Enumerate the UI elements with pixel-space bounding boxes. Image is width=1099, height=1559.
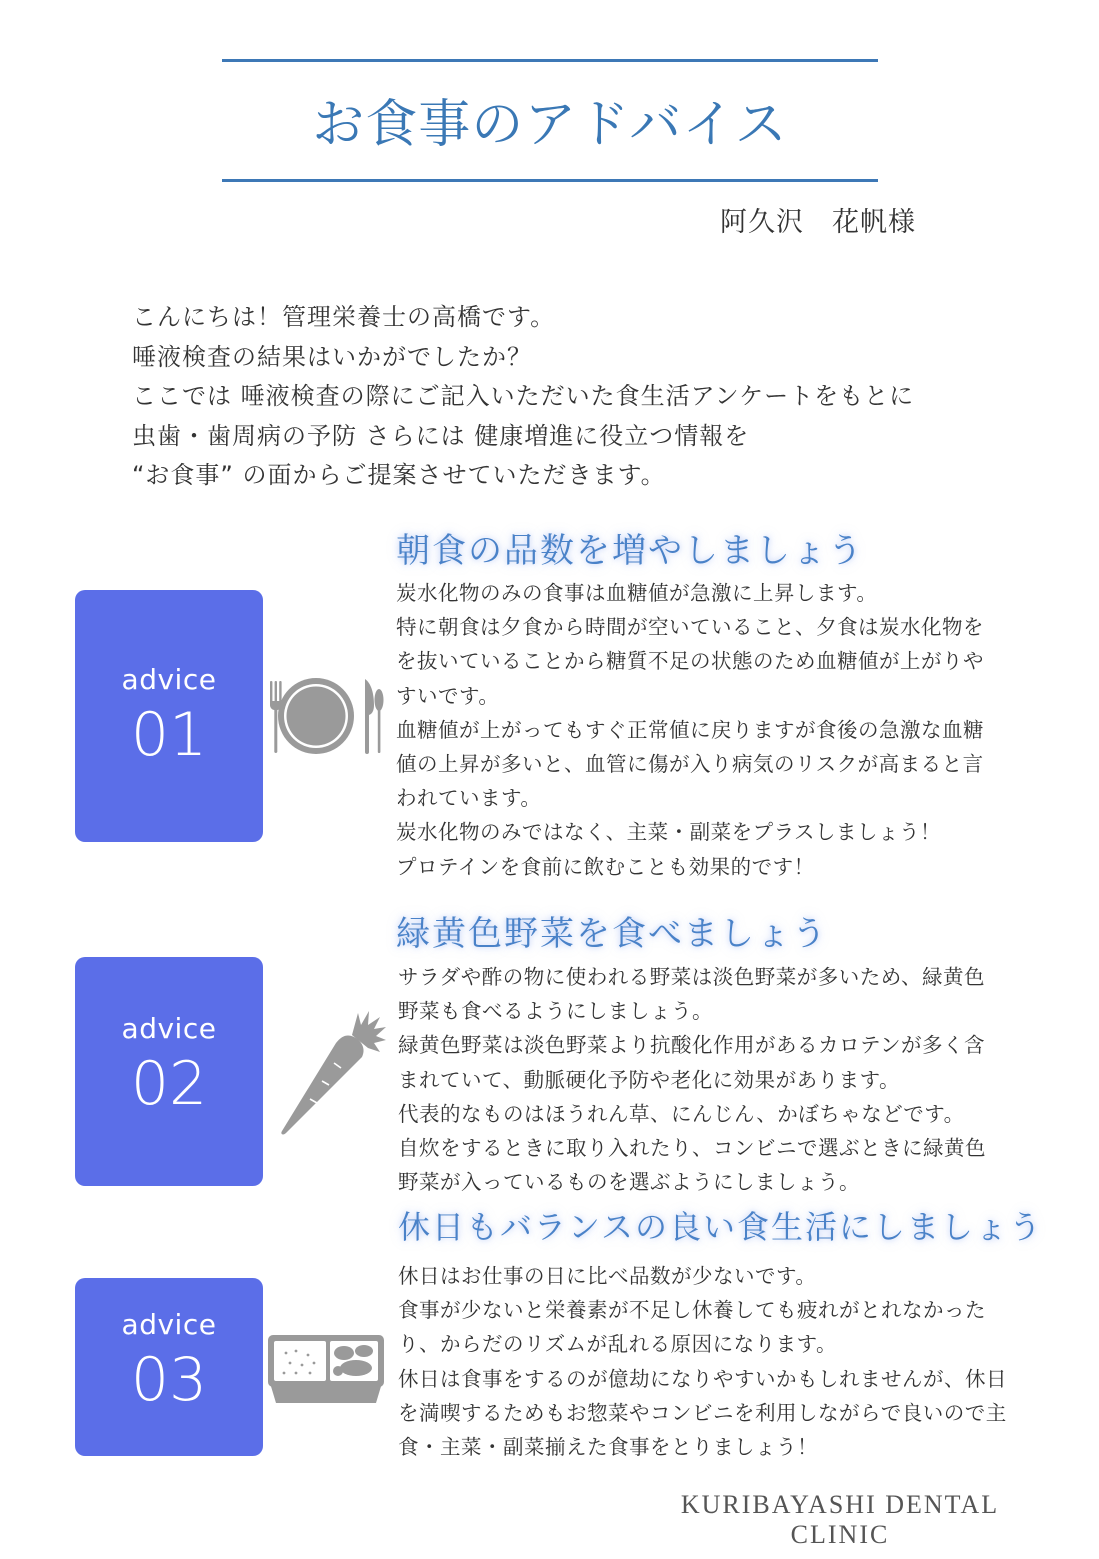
- body-line: 炭水化物のみではなく、主菜・副菜をプラスしましょう！: [396, 820, 941, 845]
- body-line: を満喫するためもお惣菜やコンビニを利用しながらで良いので主: [398, 1400, 1007, 1425]
- intro-line: “お食事” の面からご提案させていただきます。: [132, 461, 666, 489]
- advice-03-heading: 休日もバランスの良い食生活にしましょう: [398, 1208, 1044, 1246]
- body-line: り、からだのリズムが乱れる原因になります。: [398, 1332, 837, 1357]
- title-bottom-rule: [222, 179, 878, 182]
- body-line: まれていて、動脈硬化予防や老化に効果があります。: [398, 1067, 900, 1092]
- body-line: 野菜が入っているものを選ぶようにしましょう。: [398, 1170, 860, 1195]
- body-line: サラダや酢の物に使われる野菜は淡色野菜が多いため、緑黄色: [398, 965, 985, 989]
- advice-03-body: [398, 1259, 1058, 1464]
- advice-02-badge: [75, 957, 263, 1186]
- body-line: 食事が少ないと栄養素が不足し休養しても疲れがとれなかった: [398, 1298, 986, 1323]
- advice-02-body: [398, 960, 1058, 1199]
- page-title: お食事のアドバイス: [312, 95, 788, 155]
- intro-line: 虫歯・歯周病の予防 さらには 健康増進に役立つ情報を: [132, 421, 750, 450]
- body-line: 緑黄色野菜は淡色野菜より抗酸化作用があるカロテンが多く含: [398, 1033, 985, 1058]
- body-line: 代表的なものはほうれん草、にんじん、かぼちゃなどです。: [398, 1101, 965, 1126]
- advice-01-heading: 朝食の品数を増やしましょう: [396, 531, 864, 571]
- body-line: を抜いていることから糖質不足の状態のため血糖値が上がりや: [396, 649, 984, 674]
- body-line: 野菜も食べるようにしましょう。: [398, 999, 713, 1024]
- body-line: 自炊をするときに取り入れたり、コンビニで選ぶときに緑黄色: [398, 1136, 986, 1161]
- advice-label: advice: [121, 1308, 217, 1341]
- advice-01-badge: [75, 590, 263, 842]
- body-line: 休日は食事をするのが億劫になりやすいかもしれませんが、休日: [398, 1366, 1007, 1391]
- advice-label: advice: [121, 1012, 217, 1045]
- clinic-name-footer: KURIBAYASHI DENTAL CLINIC: [680, 1490, 1000, 1549]
- body-line: 特に朝食は夕食から時間が空いていること、夕食は炭水化物を: [396, 615, 984, 640]
- advice-01-body: [396, 576, 1056, 884]
- bento-box-icon: [266, 1333, 386, 1411]
- body-line: すいです。: [396, 683, 500, 708]
- body-line: 血糖値が上がってもすぐ正常値に戻りますが食後の急激な血糖: [396, 717, 984, 742]
- body-line: われています。: [396, 786, 542, 811]
- advice-03-badge: [75, 1278, 263, 1456]
- body-line: 休日はお仕事の日に比べ品数が少ないです。: [398, 1264, 817, 1288]
- intro-text: [132, 298, 1032, 496]
- plate-fork-knife-icon: [267, 675, 387, 761]
- intro-line: ここでは 唾液検査の際にご記入いただいた食生活アンケートをもとに: [132, 382, 915, 410]
- carrot-icon: [278, 1005, 386, 1141]
- advice-number: 03: [130, 1345, 208, 1415]
- body-line: 炭水化物のみの食事は血糖値が急激に上昇します。: [396, 581, 878, 605]
- patient-name: 阿久沢 花帆様: [720, 207, 916, 238]
- body-line: プロテインを食前に飲むことも効果的です！: [396, 854, 815, 879]
- advice-number: 01: [130, 700, 208, 770]
- intro-line: こんにちは！管理栄養士の高橋です。: [132, 303, 556, 331]
- title-top-rule: [222, 59, 878, 62]
- body-line: 食・主菜・副菜揃えた食事をとりましょう！: [398, 1435, 818, 1460]
- body-line: 値の上昇が多いと、血管に傷が入り病気のリスクが高まると言: [396, 752, 984, 777]
- advice-label: advice: [121, 663, 217, 696]
- intro-line: 唾液検査の結果はいかがでしたか？: [132, 342, 532, 371]
- advice-02-heading: 緑黄色野菜を食べましょう: [396, 914, 828, 954]
- advice-number: 02: [130, 1049, 208, 1119]
